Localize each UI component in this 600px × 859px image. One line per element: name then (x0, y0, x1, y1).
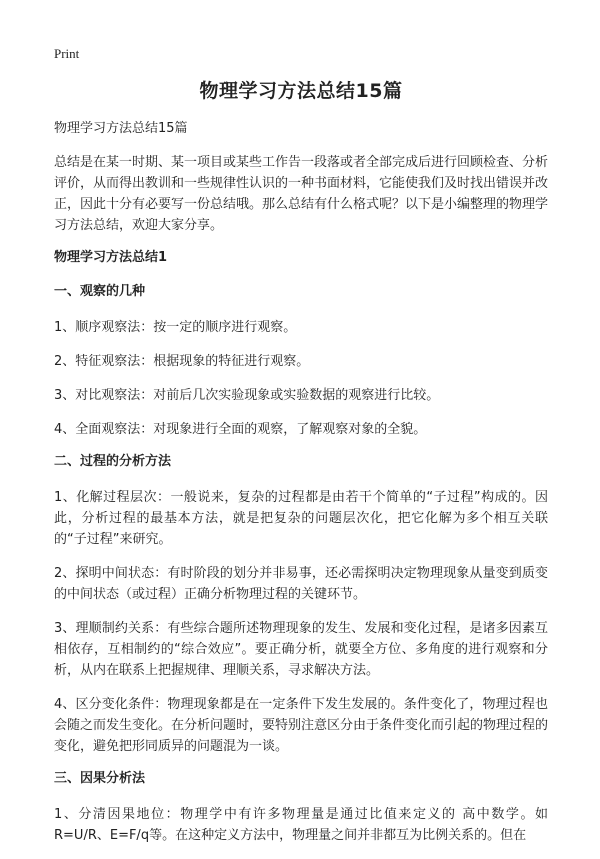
section-heading-process-analysis: 二、过程的分析方法 (54, 454, 172, 469)
list-item: 1、化解过程层次：一般说来，复杂的过程都是由若干个简单的“子过程”构成的。因此，分析过程的最基本方法，就是把复杂的问题层次化，把它化解为多个相互关联的“子过程”来研究。 (54, 490, 548, 547)
document-page (54, 78, 548, 859)
list-item: 1、分清因果地位：物理学中有许多物理量是通过比值来定义的 高中数学。如R=U/R、E=F/q等。在这种定义方法中，物理量之间并非都互为比例关系的。但在 (54, 807, 548, 843)
section-title: 物理学习方法总结1 (54, 250, 168, 265)
list-item: 2、特征观察法：根据现象的特征进行观察。 (54, 354, 310, 369)
list-item: 3、对比观察法：对前后几次实验现象或实验数据的观察进行比较。 (54, 388, 440, 403)
document-title: 物理学习方法总结15篇 (199, 80, 403, 102)
list-item: 4、区分变化条件：物理现象都是在一定条件下发生发展的。条件变化了，物理过程也会随之而发生变化。在分析问题时，要特别注意区分由于条件变化而引起的物理过程的变化，避免把形同质异的问题混为一谈。 (54, 697, 549, 754)
section-heading-observation: 一、观察的几种 (54, 284, 146, 299)
list-item: 2、探明中间状态：有时阶段的划分并非易事，还必需探明决定物理现象从量变到质变的中间状态（或过程）正确分析物理过程的关键环节。 (54, 566, 548, 602)
list-item: 4、全面观察法：对现象进行全面的观察，了解观察对象的全貌。 (54, 422, 427, 437)
list-item: 1、顺序观察法：按一定的顺序进行观察。 (54, 320, 297, 335)
list-item: 3、理顺制约关系：有些综合题所述物理现象的发生、发展和变化过程，是诸多因素互相依存，互相制约的“综合效应”。要正确分析，就要全方位、多角度的进行观察和分析，从内在联系上把握规律、理顺关系，寻求解决方法。 (54, 621, 548, 678)
print-link[interactable]: Print (54, 46, 80, 61)
document-subtitle: 物理学习方法总结15篇 (54, 121, 188, 136)
intro-paragraph: 总结是在某一时期、某一项目或某些工作告一段落或者全部完成后进行回顾检查、分析评价，从而得出教训和一些规律性认识的一种书面材料，它能使我们及时找出错误并改正，因此十分有必要写一份总结哦。那么总结有什么格式呢？以下是小编整理的物理学习方法总结，欢迎大家分享。 (54, 155, 549, 233)
section-heading-causal-analysis: 三、因果分析法 (54, 771, 146, 786)
